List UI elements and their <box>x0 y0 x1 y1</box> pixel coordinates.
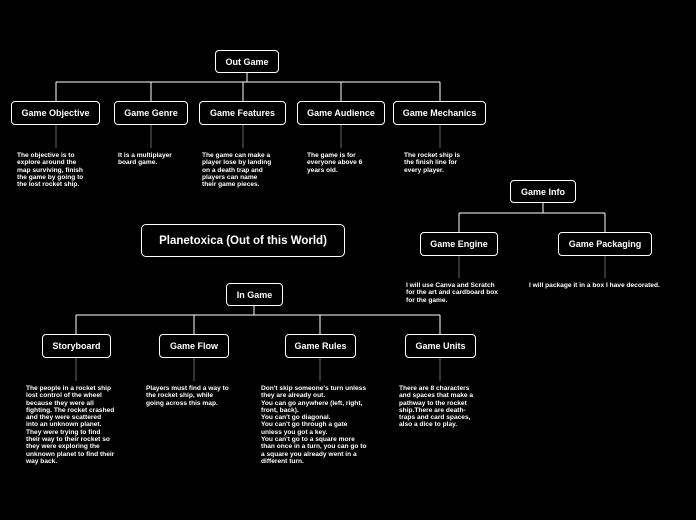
note-game-objective: The objective is to explore around the map surviving, finish the game by going to the lost rocket ship. <box>17 152 84 189</box>
node-storyboard-label: Storyboard <box>52 341 101 351</box>
central-topic[interactable] <box>141 224 345 257</box>
node-game-objective[interactable] <box>11 101 100 125</box>
note-game-flow: Players must find a way to the rocket ship, while going across this map. <box>146 385 229 407</box>
node-game-packaging[interactable] <box>558 232 652 256</box>
node-game-mechanics[interactable] <box>393 101 486 125</box>
note-game-engine: I will use Canva and Scratch for the art and cardboard box for the game. <box>406 282 498 304</box>
node-in-game[interactable] <box>226 283 283 306</box>
node-game-packaging-label: Game Packaging <box>568 239 642 249</box>
node-game-flow[interactable] <box>159 334 229 358</box>
node-game-rules-label: Game Rules <box>294 341 347 351</box>
node-game-genre[interactable] <box>114 101 188 125</box>
node-storyboard[interactable] <box>42 334 111 358</box>
node-game-features-label: Game Features <box>209 108 276 118</box>
node-game-engine[interactable] <box>420 232 498 256</box>
node-game-audience[interactable] <box>297 101 385 125</box>
node-game-features[interactable] <box>199 101 286 125</box>
note-game-rules: Don't skip someone's turn unless they are already out. You can go anywhere (left, right, front, back). You can't go diagonal. You can't go through a gate unless you got a key. You can't go to a square more than once in a turn, you can go to a square you already went in a different turn. <box>261 385 367 465</box>
note-game-genre: It is a multiplayer board game. <box>118 152 172 167</box>
note-game-mechanics: The rocket ship is the finish line for every player. <box>404 152 461 174</box>
node-out-game[interactable] <box>215 50 279 73</box>
note-storyboard: The people in a rocket ship lost control of the wheel because they were all fighting. The rocket crashed and they were scattered into an unknown planet. They were trying to find their way to their rocket so they were exploring the unknown planet to find their way back. <box>26 385 115 465</box>
note-game-packaging: I will package it in a box I have decorated. <box>529 282 660 289</box>
note-game-features: The game can make a player lose by landing on a death trap and players can name their game pieces. <box>202 152 272 189</box>
node-in-game-label: In Game <box>236 289 273 300</box>
node-game-flow-label: Game Flow <box>169 341 218 351</box>
node-game-units-label: Game Units <box>415 341 466 351</box>
node-game-info-label: Game Info <box>520 186 565 197</box>
node-game-objective-label: Game Objective <box>21 108 90 118</box>
node-game-info[interactable] <box>510 180 576 203</box>
node-game-rules[interactable] <box>285 334 356 358</box>
node-game-audience-label: Game Audience <box>307 108 375 118</box>
note-game-units: There are 8 characters and spaces that make a pathway to the rocket ship.There are death- traps and card spaces, also a dice to play. <box>399 385 474 429</box>
node-game-genre-label: Game Genre <box>124 108 178 118</box>
node-out-game-label: Out Game <box>225 56 269 67</box>
note-game-audience: The game is for everyone above 6 years old. <box>307 152 363 174</box>
node-game-units[interactable] <box>405 334 476 358</box>
central-topic-label: Planetoxica (Out of this World) <box>159 234 327 247</box>
node-game-engine-label: Game Engine <box>430 239 488 249</box>
node-game-mechanics-label: Game Mechanics <box>402 108 477 118</box>
